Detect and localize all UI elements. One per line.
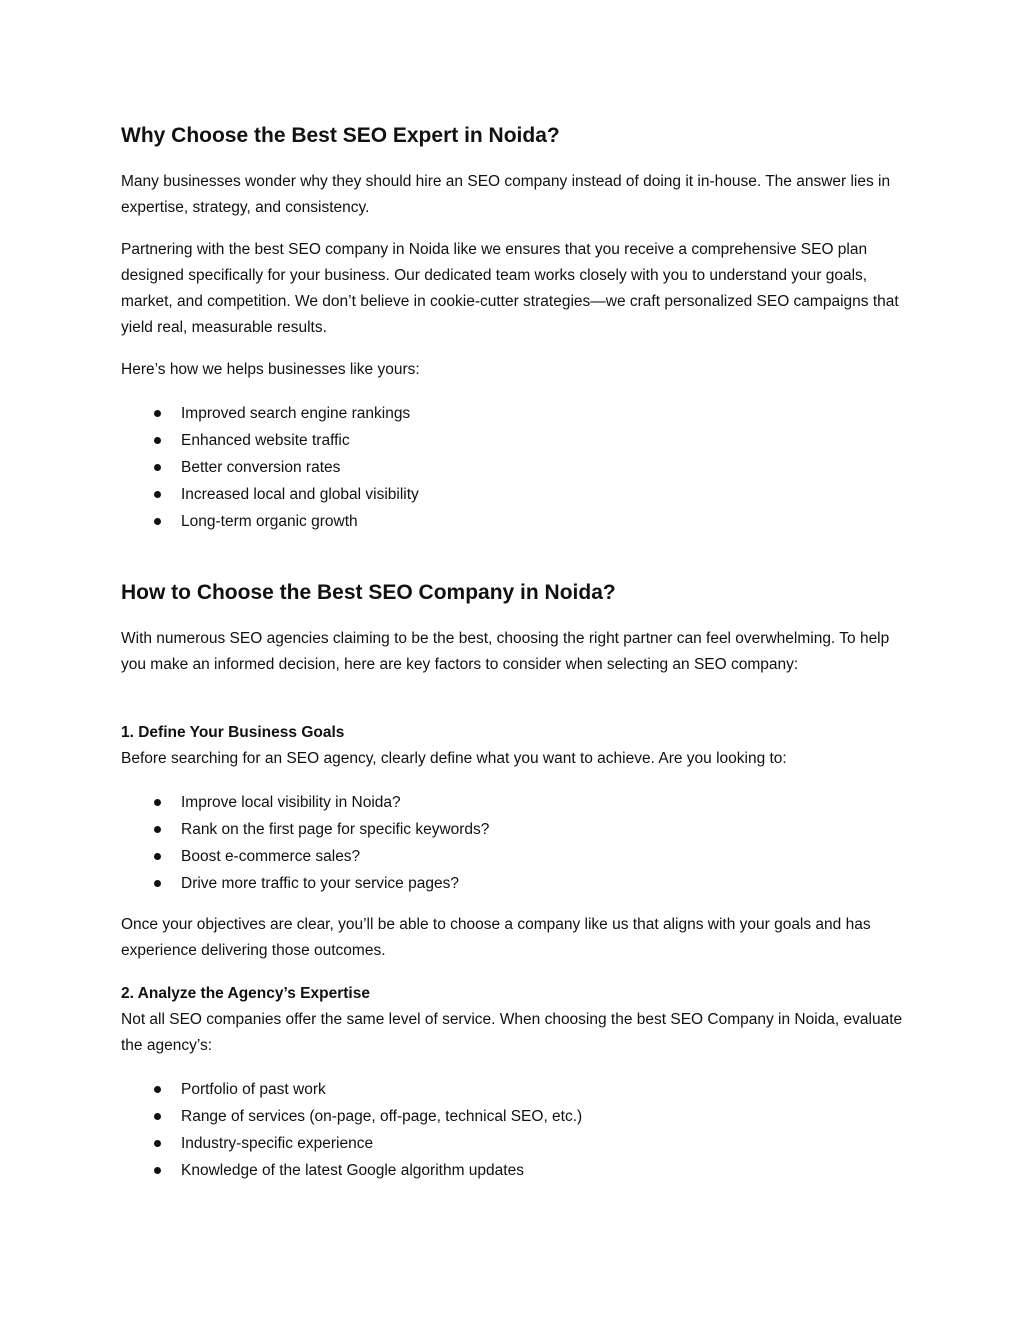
bullet-icon — [154, 853, 161, 860]
list-item: Industry-specific experience — [121, 1130, 911, 1157]
list-item: Portfolio of past work — [121, 1076, 911, 1103]
bullet-icon — [154, 464, 161, 471]
bullet-icon — [154, 880, 161, 887]
paragraph-analyze-expertise: Not all SEO companies offer the same level of service. When choosing the best SEO Company in Noida, evaluate the agency’s: — [121, 1011, 903, 1054]
bullet-icon — [154, 437, 161, 444]
list-item: Boost e-commerce sales? — [121, 843, 911, 870]
bullet-icon — [154, 1086, 161, 1093]
subheading-define-goals: 1. Define Your Business Goals — [121, 724, 345, 741]
list-item: Drive more traffic to your service pages? — [121, 870, 911, 897]
bullet-icon — [154, 1140, 161, 1147]
subheading-analyze-expertise: 2. Analyze the Agency’s Expertise — [121, 985, 370, 1002]
list-item: Improve local visibility in Noida? — [121, 789, 911, 816]
bullet-icon — [154, 1167, 161, 1174]
paragraph-numerous-agencies: With numerous SEO agencies claiming to be the best, choosing the right partner can feel overwhelming. To help you make an informed decision, here are key factors to consider when selecting an SEO company: — [121, 630, 890, 673]
list-item: Enhanced website traffic — [121, 427, 911, 454]
list-item: Range of services (on-page, off-page, technical SEO, etc.) — [121, 1103, 911, 1130]
heading-why-choose: Why Choose the Best SEO Expert in Noida? — [121, 124, 560, 147]
benefits-list — [121, 400, 911, 535]
list-item: Knowledge of the latest Google algorithm updates — [121, 1157, 911, 1184]
bullet-icon — [154, 799, 161, 806]
heading-how-to-choose: How to Choose the Best SEO Company in Noida? — [121, 581, 616, 604]
list-item: Better conversion rates — [121, 454, 911, 481]
list-item: Improved search engine rankings — [121, 400, 911, 427]
list-item: Long-term organic growth — [121, 508, 911, 535]
bullet-icon — [154, 518, 161, 525]
goals-list — [121, 789, 911, 897]
paragraph-how-we-help: Here’s how we helps businesses like yours: — [121, 361, 420, 378]
bullet-icon — [154, 491, 161, 498]
bullet-icon — [154, 410, 161, 417]
bullet-icon — [154, 1113, 161, 1120]
list-item: Increased local and global visibility — [121, 481, 911, 508]
paragraph-partnering: Partnering with the best SEO company in Noida like we ensures that you receive a comprehensive SEO plan designed specifically for your business. Our dedicated team works closely with you to understand your goals, market, and competition. We don’t believe in cookie-cutter strategies—we craft personalized SEO campaigns that yield real, measurable results. — [121, 241, 899, 336]
paragraph-intro: Many businesses wonder why they should hire an SEO company instead of doing it in-house. The answer lies in expertise, strategy, and consistency. — [121, 173, 891, 216]
list-item: Rank on the first page for specific keywords? — [121, 816, 911, 843]
expertise-list — [121, 1076, 911, 1184]
paragraph-objectives-clear: Once your objectives are clear, you’ll be able to choose a company like us that aligns with your goals and has experience delivering those outcomes. — [121, 916, 871, 959]
bullet-icon — [154, 826, 161, 833]
paragraph-define-goals: Before searching for an SEO agency, clearly define what you want to achieve. Are you looking to: — [121, 750, 787, 767]
